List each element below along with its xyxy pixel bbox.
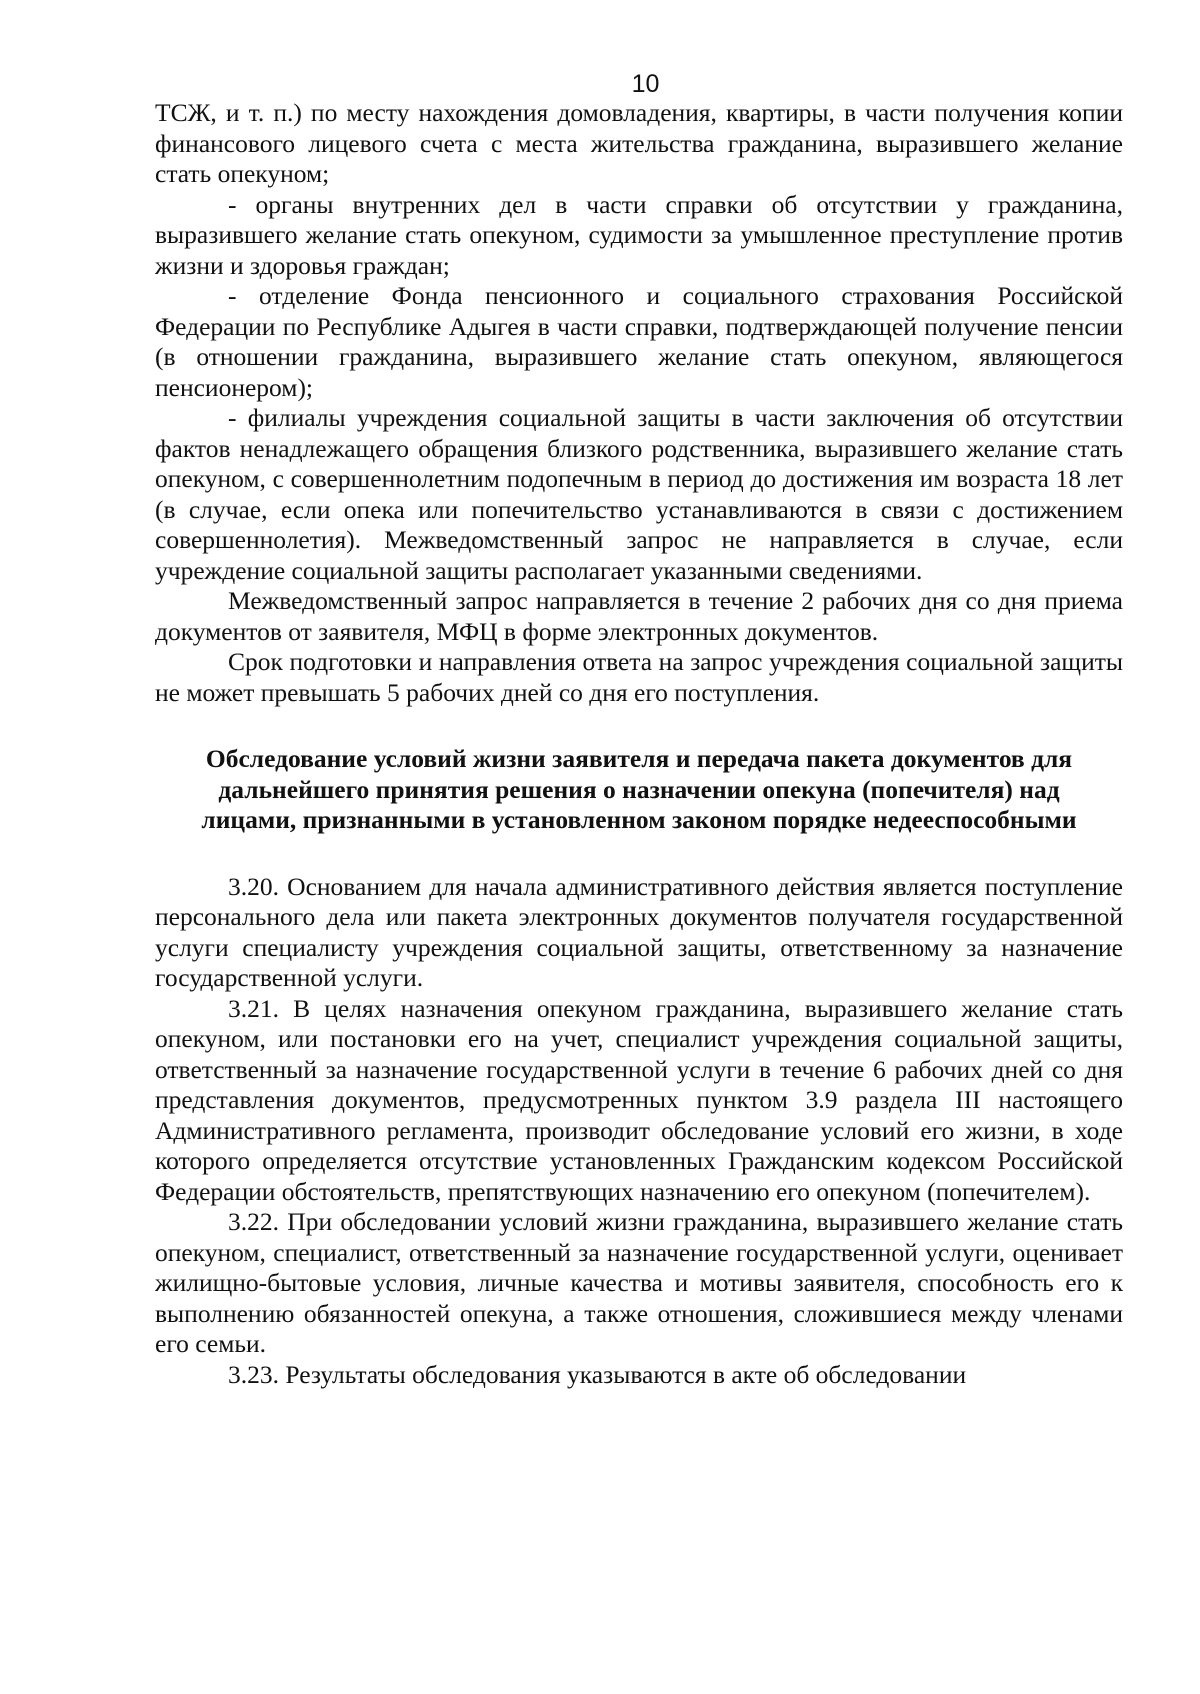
document-body	[155, 98, 1123, 1390]
paragraph: - филиалы учреждения социальной защиты в части заключения об отсутствии фактов ненадлежащего обращения близкого родственника, выразившего желание стать опекуном, с совершеннолетним подопечным в период до достижения им возраста 18 лет (в случае, если опека или попечительство устанавливаются в связи с достижением совершеннолетия). Межведомственный запрос не направляется в случае, если учреждение социальной защиты располагает указанными сведениями.	[155, 403, 1123, 585]
paragraph: 3.22. При обследовании условий жизни гражданина, выразившего желание стать опекуном, специалист, ответственный за назначение государственной услуги, оценивает жилищно-бытовые условия, личные качества и мотивы заявителя, способность его к выполнению обязанностей опекуна, а также отношения, сложившиеся между членами его семьи.	[155, 1207, 1123, 1358]
paragraph: - отделение Фонда пенсионного и социального страхования Российской Федерации по Республике Адыгея в части справки, подтверждающей получение пенсии (в отношении гражданина, выразившего желание стать опекуном, являющегося пенсионером);	[155, 281, 1123, 402]
paragraph: 3.21. В целях назначения опекуном гражданина, выразившего желание стать опекуном, или постановки его на учет, специалист учреждения социальной защиты, ответственный за назначение государственной услуги в течение 6 рабочих дней со дня представления документов, предусмотренных пунктом 3.9 раздела III настоящего Административного регламента, производит обследование условий его жизни, в ходе которого определяется отсутствие установленных Гражданским кодексом Российской Федерации обстоятельств, препятствующих назначению его опекуном (попечителем).	[155, 993, 1123, 1206]
paragraph: Межведомственный запрос направляется в течение 2 рабочих дня со дня приема документов от заявителя, МФЦ в форме электронных документов.	[155, 586, 1123, 646]
paragraph: ТСЖ, и т. п.) по месту нахождения домовладения, квартиры, в части получения копии финансового лицевого счета с места жительства гражданина, выразившего желание стать опекуном;	[155, 98, 1123, 188]
section-title: Обследование условий жизни заявителя и передача пакета документов для дальнейшего принятия решения о назначении опекуна (попечителя) над лицами, признанными в установленном законом порядке недееспособными	[201, 744, 1077, 834]
page-number: 10	[631, 70, 660, 98]
paragraph: 3.23. Результаты обследования указываются в акте об обследовании	[228, 1359, 967, 1389]
paragraph: - органы внутренних дел в части справки об отсутствии у гражданина, выразившего желание стать опекуном, судимости за умышленное преступление против жизни и здоровья граждан;	[155, 189, 1123, 280]
paragraph: Срок подготовки и направления ответа на запрос учреждения социальной защиты не может превышать 5 рабочих дней со дня его поступления.	[155, 647, 1123, 707]
paragraph: 3.20. Основанием для начала административного действия является поступление персонального дела или пакета электронных документов получателя государственной услуги специалисту учреждения социальной защиты, ответственному за назначение государственной услуги.	[155, 871, 1123, 992]
